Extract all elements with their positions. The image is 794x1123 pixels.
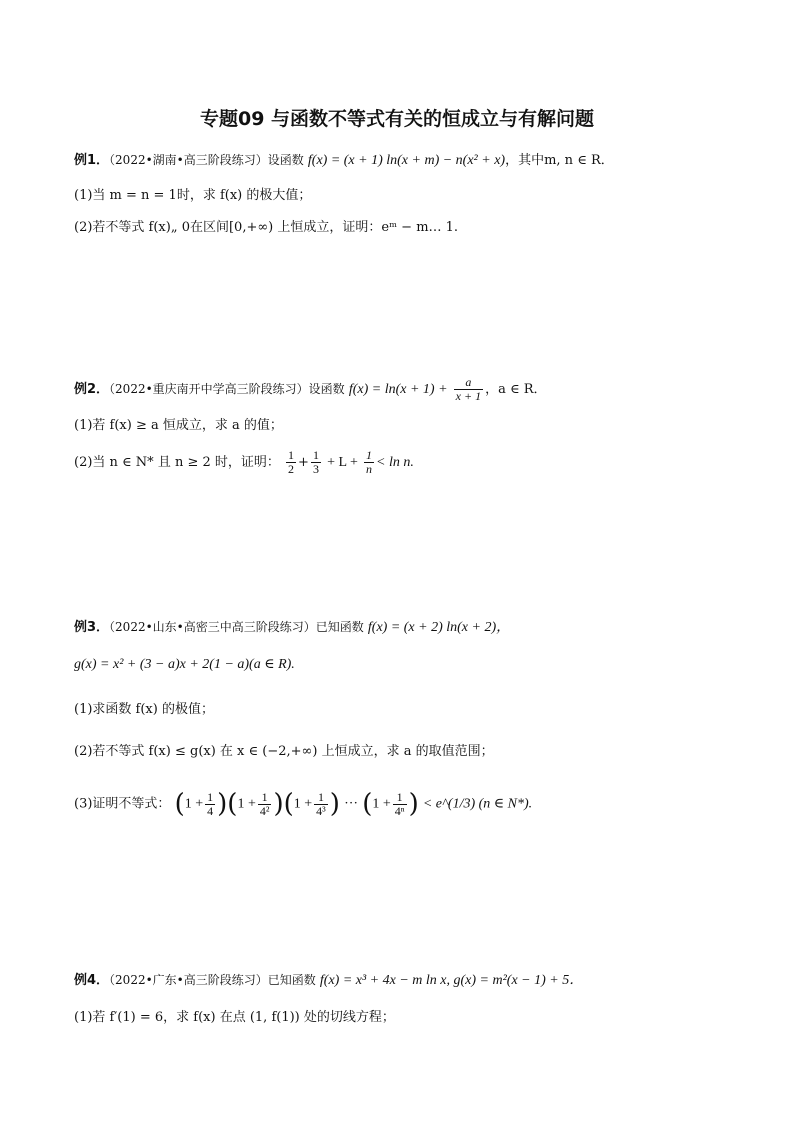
page-title: 专题09 与函数不等式有关的恒成立与有解问题 (199, 108, 595, 130)
example-4-question-1: (1)若 f′(1) = 6，求 f(x) 在点 (1, f(1)) 处的切线方程； (74, 1010, 395, 1025)
example-3-label: 例3． (74, 620, 110, 635)
example-3-header (74, 617, 510, 638)
example-1-question-2: (2)若不等式 f(x)„ 0在区间[0,+∞) 上恒成立，证明：eᵐ − m… 1. (74, 220, 459, 235)
example-2-function: f(x) = ln(x + 1) + (348, 382, 448, 397)
example-1-question-1: (1)当 m = n = 1时，求 f(x) 的极大值； (74, 188, 312, 203)
example-2-label: 例2． (74, 382, 110, 397)
example-1-header (74, 150, 614, 171)
example-4-source: （2022•广东•高三阶段练习）已知函数 (109, 973, 316, 987)
example-3-g-function: g(x) = x² + (3 − a)x + 2(1 − a)(a ∈ R). (74, 657, 295, 672)
example-3-function: f(x) = (x + 2) ln(x + 2)， (367, 620, 511, 635)
example-1-label: 例1． (74, 153, 110, 168)
example-2-fraction: $\frac{a}{x + 1}$ (455, 375, 482, 403)
example-4-function: f(x) = x³ + 4x − m ln x, g(x) = m²(x − 1) + 5． (319, 973, 584, 988)
example-3-question-1: (1)求函数 f(x) 的极值； (74, 702, 214, 717)
example-2-source: （2022•重庆南开中学高三阶段练习）设函数 (109, 382, 345, 396)
example-1-tail: ，其中m, n ∈ R． (505, 153, 614, 168)
example-3-source: （2022•山东•高密三中高三阶段练习）已知函数 (109, 620, 364, 634)
example-2-question-1: (1)若 f(x) ≥ a 恒成立，求 a 的值； (74, 418, 283, 433)
example-2-header (74, 374, 547, 405)
example-1-source: （2022•湖南•高三阶段练习）设函数 (109, 153, 304, 167)
example-4-label: 例4． (74, 973, 110, 988)
example-2-question-2: (2)当 n ∈ N* 且 n ≥ 2 时，证明： $\frac{1}{2}$ + $\frac{1}{3}$ + L + $\frac{1}{n}$ < ln n. (74, 448, 414, 476)
example-3-question-3: (3)证明不等式： (1 + $\frac{1}{4}$ )(1 + $\frac{1}{\text{4²}}$ )(1 + $\frac{1}{\text{4³}}$ ) ··· (1 + $\frac{1}{\text{4ⁿ}}$ ) < e^(1/3) (n ∈ N*). (74, 789, 533, 819)
example-3-question-2: (2)若不等式 f(x) ≤ g(x) 在 x ∈ (−2,+∞) 上恒成立，求 a 的取值范围； (74, 744, 494, 759)
example-4-header (74, 970, 583, 991)
example-1-function: f(x) = (x + 1) ln(x + m) − n(x² + x) (307, 153, 506, 168)
example-2-tail: ，a ∈ R． (485, 382, 547, 397)
